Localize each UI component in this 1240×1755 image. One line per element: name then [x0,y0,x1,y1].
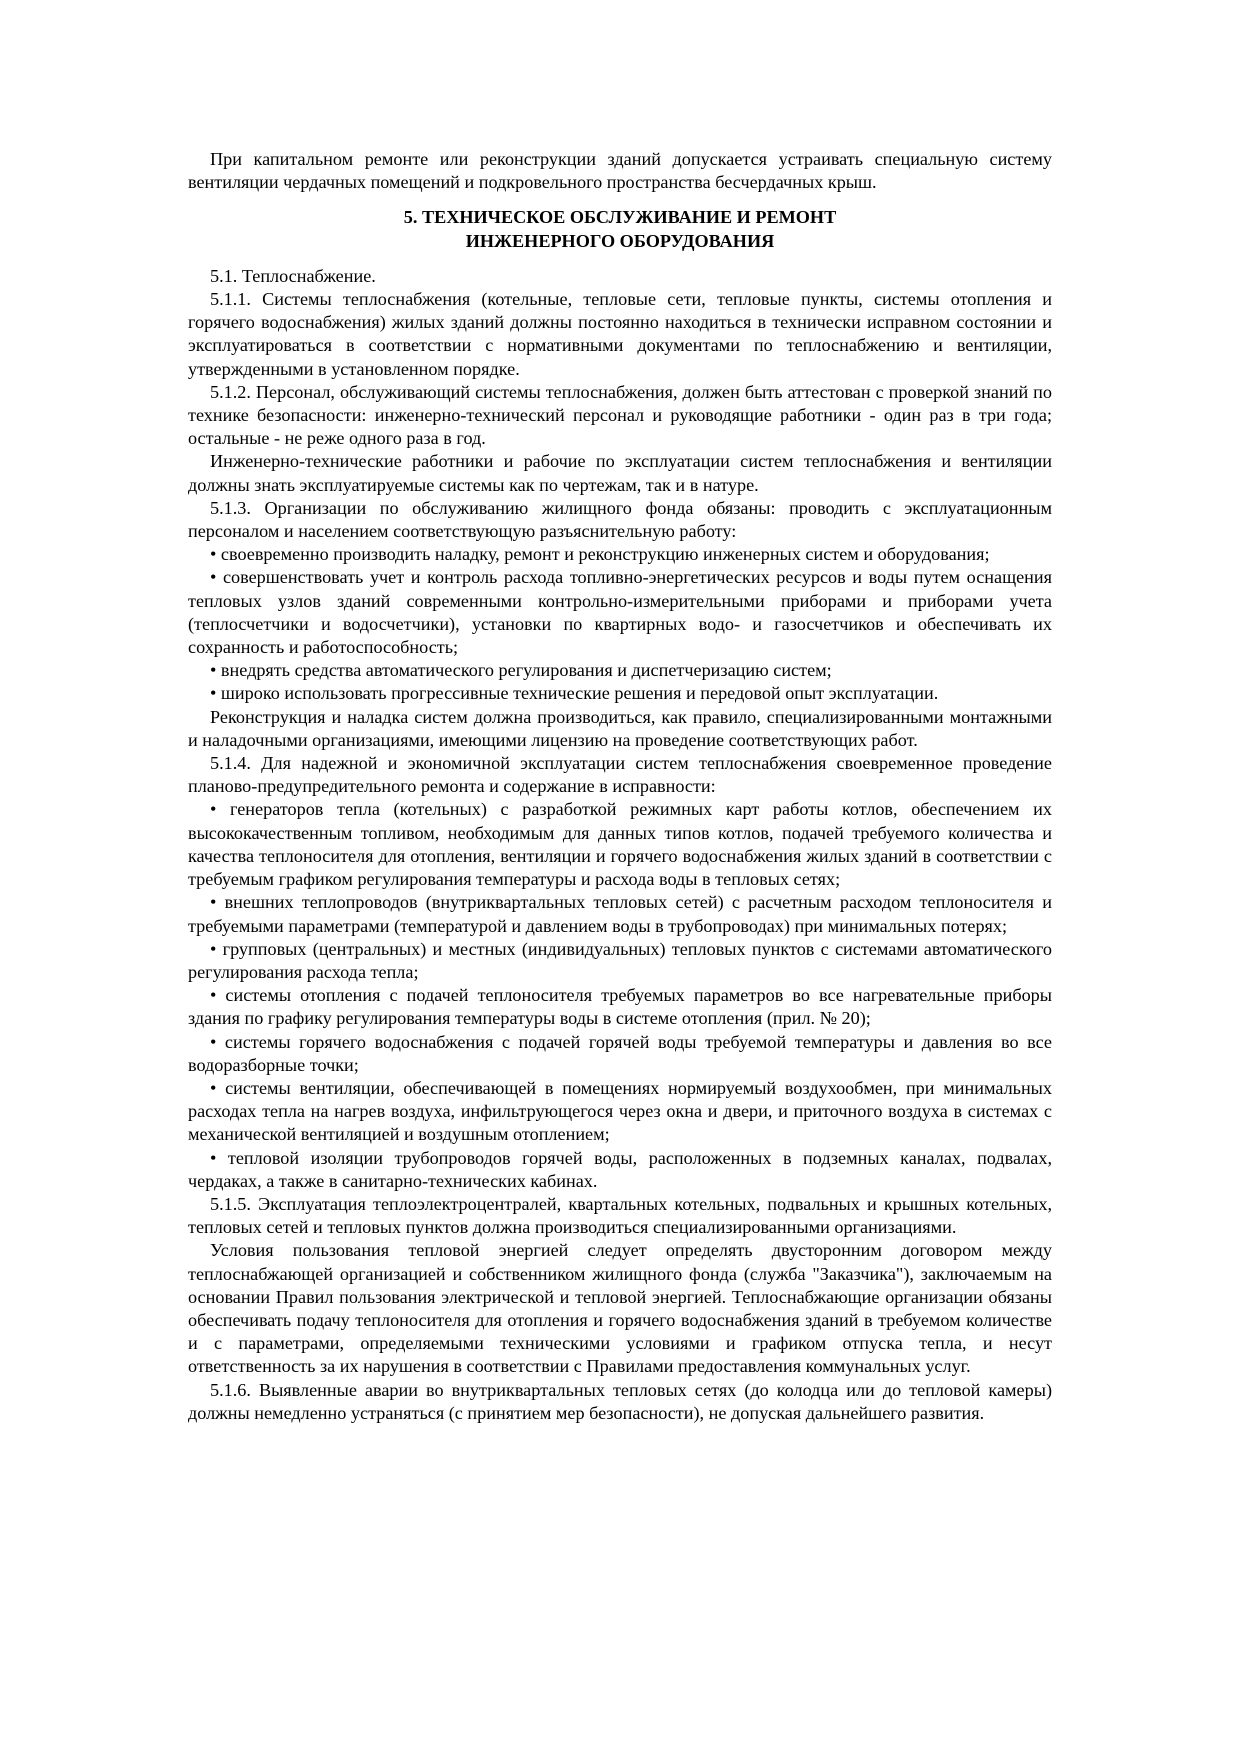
intro-paragraph: При капитальном ремонте или реконструкции зданий допускается устраивать специальную систему вентиляции чердачных помещений и подкровельного пространства бесчердачных крыш. [188,149,1052,193]
bullet-item: • тепловой изоляции трубопроводов горячей воды, расположенных в подземных каналах, подвалах, чердаках, а также в санитарно-технических кабинах. [188,1147,1052,1191]
paragraph: Инженерно-технические работники и рабочие по эксплуатации систем теплоснабжения и вентиляции должны знать эксплуатируемые системы как по чертежам, так и в натуре. [188,451,1052,495]
bullet-item: • своевременно производить наладку, ремонт и реконструкцию инженерных систем и оборудования; [210,544,990,565]
bullet-item: • системы горячего водоснабжения с подачей горячей воды требуемой температуры и давления во все водоразборные точки; [188,1031,1052,1075]
paragraph-5-1-3: 5.1.3. Организации по обслуживанию жилищного фонда обязаны: проводить с эксплуатационным персоналом и населением соответствующую разъяснительную работу: [188,497,1052,542]
paragraph-5-1-6: 5.1.6. Выявленные аварии во внутриквартальных тепловых сетях (до колодца или до тепловой камеры) должны немедленно устраняться (с принятием мер безопасности), не допуская дальнейшего развития. [188,1379,1052,1423]
bullet-item: • системы отопления с подачей теплоносителя требуемых параметров во все нагревательные приборы здания по графику регулирования температуры воды в системе отопления (прил. № 20); [188,985,1052,1029]
section-heading-line-1: 5. ТЕХНИЧЕСКОЕ ОБСЛУЖИВАНИЕ И РЕМОНТ [403,207,837,228]
bullet-item: • системы вентиляции, обеспечивающей в помещениях нормируемый воздухообмен, при минимальных расходах тепла на нагрев воздуха, инфильтрующегося через окна и двери, и приточного воздуха в системах с механической вентиляцией и воздушным отоплением; [188,1077,1052,1145]
paragraph: Реконструкция и наладка систем должна производиться, как правило, специализированными монтажными и наладочными организациями, имеющими лицензию на проведение соответствующих работ. [188,706,1052,750]
document-page [188,148,1052,1425]
paragraph-5-1-5: 5.1.5. Эксплуатация теплоэлектроцентралей, квартальных котельных, подвальных и крышных котельных, тепловых сетей и тепловых пунктов должна производиться специализированными организациями. [188,1193,1052,1238]
bullet-item: • внешних теплопроводов (внутриквартальных тепловых сетей) с расчетным расходом теплоносителя и требуемыми параметрами (температурой и давлением воды в трубопроводах) при минимальных потерях; [188,892,1052,936]
bullet-item: • групповых (центральных) и местных (индивидуальных) тепловых пунктов с системами автоматического регулирования расхода тепла; [188,938,1052,982]
spacer [188,253,1052,265]
section-heading-line-2: ИНЖЕНЕРНОГО ОБОРУДОВАНИЯ [465,230,775,251]
paragraph-5-1-1: 5.1.1. Системы теплоснабжения (котельные, тепловые сети, тепловые пункты, системы отопления и горячего водоснабжения) жилых зданий должны постоянно находиться в технически исправном состоянии и эксплуатироваться в соответствии с нормативными документами по теплоснабжению и вентиляции, утвержденными в установленном порядке. [188,289,1052,379]
bullet-item: • генераторов тепла (котельных) с разработкой режимных карт работы котлов, обеспечением их высококачественным топливом, необходимым для данных типов котлов, подачей требуемого количества и качества теплоносителя для отопления, вентиляции и горячего водоснабжения жилых зданий в соответствии с требуемым графиком регулирования температуры и расхода воды в тепловых сетях; [188,799,1052,890]
paragraph: Условия пользования тепловой энергией следует определять двусторонним договором между теплоснабжающей организацией и собственником жилищного фонда (служба "Заказчика"), заключаемым на основании Правил пользования электрической и тепловой энергией. Теплоснабжающие организации обязаны обеспечивать подачу теплоносителя для отопления и горячего водоснабжения зданий в требуемом количестве и с параметрами, определяемыми техническими условиями и графиком отпуска тепла, и несут ответственность за их нарушения в соответствии с Правилами предоставления коммунальных услуг. [188,1240,1052,1377]
spacer [188,194,1052,206]
bullet-item: • внедрять средства автоматического регулирования и диспетчеризацию систем; [210,660,832,681]
paragraph-5-1-4: 5.1.4. Для надежной и экономичной эксплуатации систем теплоснабжения своевременное проведение планово-предупредительного ремонта и содержание в исправности: [188,753,1052,797]
paragraph-5-1: 5.1. Теплоснабжение. [210,265,376,286]
section-heading [188,206,1052,252]
bullet-item: • совершенствовать учет и контроль расхода топливно-энергетических ресурсов и воды путем оснащения тепловых узлов зданий современными контрольно-измерительными приборами и приборами учета (теплосчетчики и водосчетчики), установки по квартирных водо- и газосчетчиков и обеспечивать их сохранность и работоспособность; [188,567,1052,658]
paragraph-5-1-2: 5.1.2. Персонал, обслуживающий системы теплоснабжения, должен быть аттестован с проверкой знаний по технике безопасности: инженерно-технический персонал и руководящие работники - один раз в три года; остальные - не реже одного раза в год. [188,381,1052,449]
bullet-item: • широко использовать прогрессивные технические решения и передовой опыт эксплуатации. [210,683,939,704]
